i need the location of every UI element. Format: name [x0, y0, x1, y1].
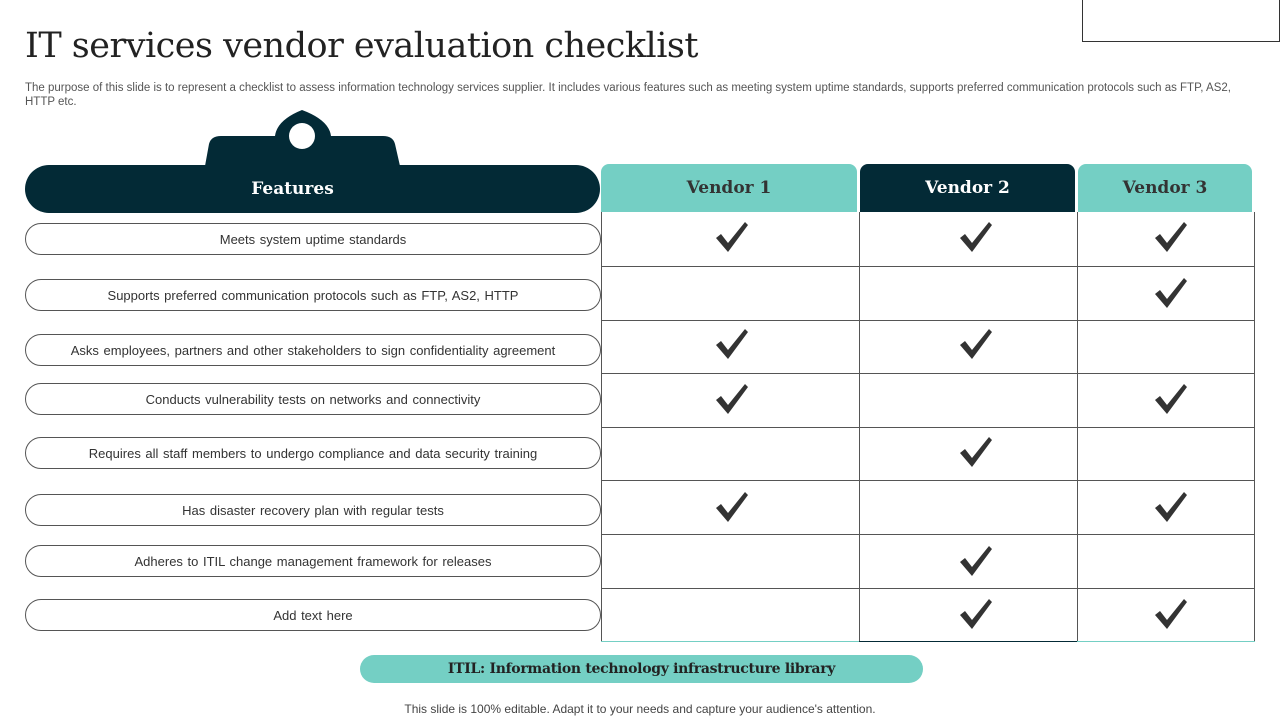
feature-item-vulnerability: Conducts vulnerability tests on networks and connectivity	[25, 383, 601, 415]
checkmark-icon	[1153, 381, 1189, 417]
checkmark-icon	[958, 219, 994, 255]
feature-item-uptime: Meets system uptime standards	[25, 223, 601, 255]
feature-item-itil: Adheres to ITIL change management framework for releases	[25, 545, 601, 577]
checkmark-icon	[958, 434, 994, 470]
checkmark-icon	[958, 543, 994, 579]
vendor-header-2: Vendor 2	[860, 164, 1075, 212]
vendor-header-3: Vendor 3	[1078, 164, 1252, 212]
checkmark-icon	[1153, 596, 1189, 632]
feature-item-disaster-recovery: Has disaster recovery plan with regular tests	[25, 494, 601, 526]
editable-footnote: This slide is 100% editable. Adapt it to your needs and capture your audience's attention.	[404, 702, 876, 716]
clipboard-clip-icon	[205, 108, 400, 170]
checkmark-icon	[714, 489, 750, 525]
checkmark-icon	[1153, 219, 1189, 255]
corner-placeholder-box	[1082, 0, 1280, 42]
checkmark-icon	[958, 326, 994, 362]
slide-title: IT services vendor evaluation checklist	[25, 26, 698, 66]
vendor-header-1: Vendor 1	[601, 164, 857, 212]
feature-item-protocols: Supports preferred communication protocols such as FTP, AS2, HTTP	[25, 279, 601, 311]
slide-description: The purpose of this slide is to represent a checklist to assess information technology services supplier. It includes various features such as meeting system uptime standards, supports preferred communication protocols such as FTP, AS2, HTTP etc.	[25, 82, 1231, 108]
feature-item-add-text: Add text here	[25, 599, 601, 631]
checkmark-icon	[1153, 489, 1189, 525]
checkmark-icon	[714, 219, 750, 255]
feature-item-training: Requires all staff members to undergo compliance and data security training	[25, 437, 601, 469]
checkmark-icon	[1153, 275, 1189, 311]
checkmark-icon	[958, 596, 994, 632]
feature-item-confidentiality: Asks employees, partners and other stakeholders to sign confidentiality agreement	[25, 334, 601, 366]
checkmark-icon	[714, 326, 750, 362]
itil-footnote-pill: ITIL: Information technology infrastructure library	[360, 655, 923, 683]
checkmark-icon	[714, 381, 750, 417]
features-header: Features	[25, 165, 600, 213]
